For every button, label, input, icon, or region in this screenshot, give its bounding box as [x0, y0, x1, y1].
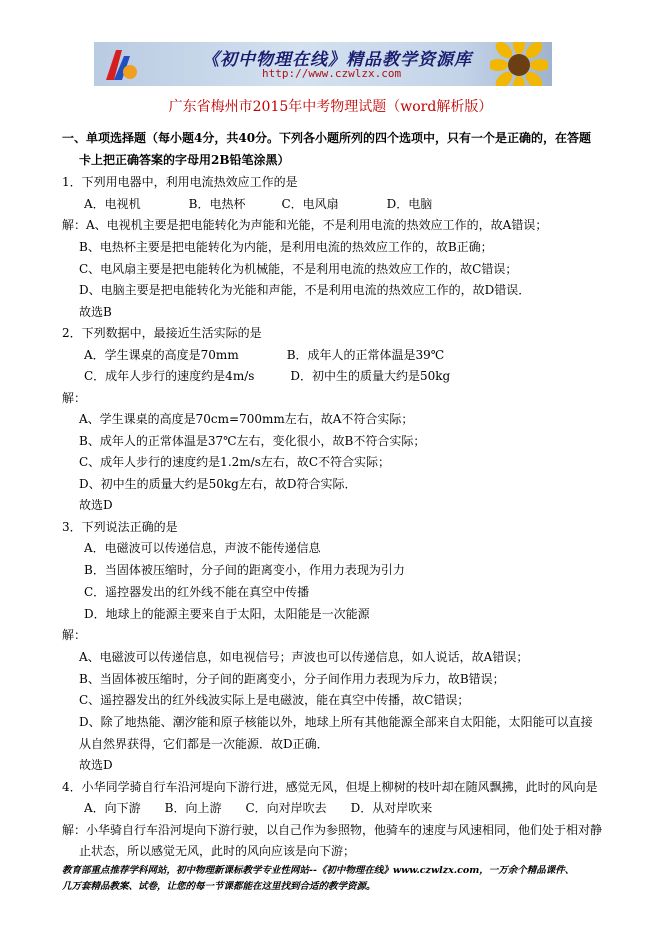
text-line: 解：小华骑自行车沿河堤向下游行驶，以自己作为参照物，他骑车的速度与风速相同，他们处于相对静	[62, 823, 603, 837]
text-line: C、成年人步行的速度约是1.2m/s左右，故C不符合实际；	[79, 455, 391, 469]
text-line: B、成年人的正常体温是37℃左右，变化很小，故B不符合实际；	[79, 434, 426, 448]
text-line: A．电视机 B．电热杯 C．电风扇 D．电脑	[84, 197, 433, 211]
document-title: 广东省梅州市2015年中考物理试题（word解析版）	[168, 99, 493, 115]
text-line: 4．小华同学骑自行车沿河堤向下游行进，感觉无风，但堤上柳树的枝叶却在随风飘拂，此时的风向是	[62, 780, 598, 794]
text-line: 解：	[62, 391, 87, 405]
text-line: 3．下列说法正确的是	[62, 520, 178, 534]
text-line: 从自然界获得，它们都是一次能源．故D正确．	[79, 737, 329, 751]
text-line: A、电磁波可以传递信息，如电视信号；声波也可以传递信息，如人说话，故A错误；	[79, 650, 529, 664]
text-line: C．成年人步行的速度约是4m/s D．初中生的质量大约是50kg	[84, 369, 451, 383]
text-line: A．向下游 B．向上游 C．向对岸吹去 D．从对岸吹来	[84, 801, 433, 815]
text-line: D、初中生的质量大约是50kg左右，故D符合实际．	[79, 477, 357, 491]
footer-line1: 教育部重点推荐学科网站，初中物理新课标教学专业性网站--《初中物理在线》www.czwlzx.com，一万余个精品课件、	[62, 865, 575, 876]
text-line: B、电热杯主要是把电能转化为内能，是利用电流的热效应工作的，故B正确；	[79, 240, 493, 254]
text-line: 2．下列数据中，最接近生活实际的是	[62, 326, 262, 340]
text-line: D、电脑主要是把电能转化为光能和声能，不是利用电流的热效应工作的，故D错误．	[79, 283, 531, 297]
site-logo-icon	[100, 46, 140, 82]
text-line: D．地球上的能源主要来自于太阳，太阳能是一次能源	[84, 607, 370, 621]
text-line: A．学生课桌的高度是70mm B．成年人的正常体温是39℃	[84, 348, 445, 362]
text-line: B、当固体被压缩时，分子间的距离变小，分子间作用力表现为斥力，故B错误；	[79, 672, 505, 686]
text-line: C．遥控器发出的红外线不能在真空中传播	[84, 585, 310, 599]
text-line: C、遥控器发出的红外线波实际上是电磁波，能在真空中传播，故C错误；	[79, 693, 470, 707]
text-line: 解：	[62, 628, 87, 642]
section-heading-line2: 卡上把正确答案的字母用2B铅笔涂黑）	[79, 153, 290, 167]
text-line: D、除了地热能、潮汐能和原子核能以外，地球上所有其他能源全部来自太阳能，太阳能可以直接	[79, 715, 593, 729]
text-line: 1．下列用电器中，利用电流热效应工作的是	[62, 175, 298, 189]
footer-line2: 几万套精品教案、试卷，让您的每一节课都能在这里找到合适的教学资源。	[62, 881, 376, 892]
section-heading-line1: 一、单项选择题（每小题4分，共40分。下列各小题所列的四个选项中，只有一个是正确的，在答题	[62, 131, 592, 145]
text-line: 故选B	[79, 305, 112, 319]
text-line: 故选D	[79, 758, 113, 772]
banner-url: http://www.czwlzx.com	[262, 67, 402, 80]
text-line: B．当固体被压缩时，分子间的距离变小，作用力表现为引力	[84, 563, 405, 577]
text-line: 止状态，所以感觉无风，此时的风向应该是向下游；	[79, 844, 356, 858]
text-line: 故选D	[79, 498, 113, 512]
text-line: C、电风扇主要是把电能转化为机械能，不是利用电流的热效应工作的，故C错误；	[79, 262, 518, 276]
text-line: 解：A、电视机主要是把电能转化为声能和光能，不是利用电流的热效应工作的，故A错误；	[62, 218, 548, 232]
text-line: A、学生课桌的高度是70cm=700mm左右，故A不符合实际；	[79, 412, 414, 426]
sunflower-icon	[490, 42, 548, 86]
site-banner	[94, 42, 552, 86]
banner-title: 《初中物理在线》精品教学资源库	[202, 50, 472, 70]
text-line: A．电磁波可以传递信息，声波不能传递信息	[84, 541, 321, 555]
